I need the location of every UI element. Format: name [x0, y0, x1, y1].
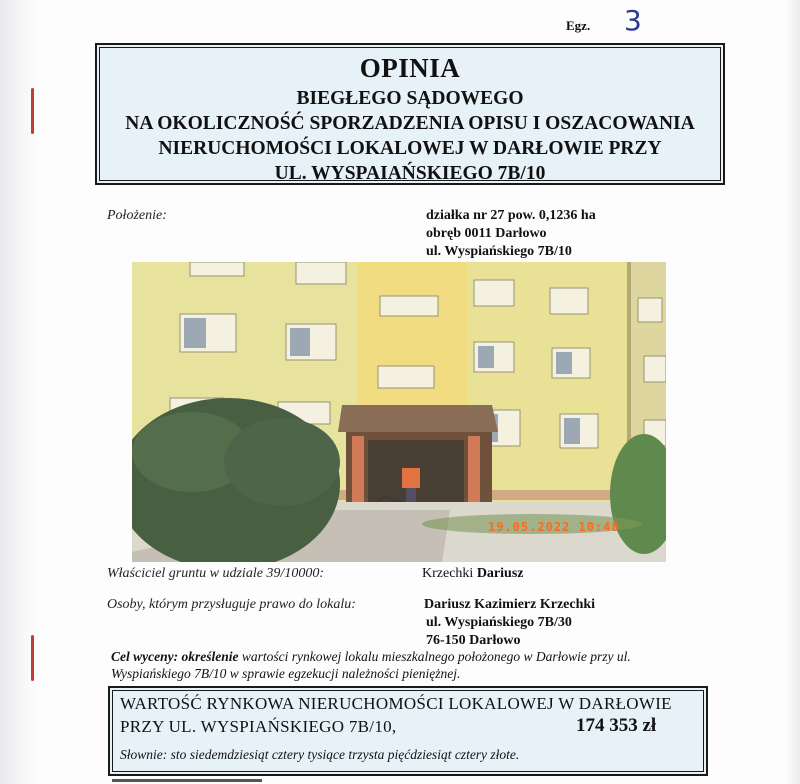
- owner-name: [422, 566, 523, 582]
- title-box: [95, 43, 725, 185]
- building-illustration: [132, 262, 666, 562]
- market-value-box: [108, 686, 708, 776]
- market-value-line-2: PRZY UL. WYSPIAŃSKIEGO 7B/10,: [120, 717, 397, 736]
- market-value-in-words: Słownie: sto siedemdziesiąt cztery tysiące trzysta pięćdziesiąt cztery złote.: [120, 747, 520, 762]
- rights-label: Osoby, którym przysługuje prawo do lokalu:: [107, 597, 356, 612]
- purpose-keyword: określenie: [181, 649, 239, 664]
- owner-label: Właściciel gruntu w udziale 39/10000:: [107, 566, 324, 581]
- owner-first-name: Dariusz: [476, 566, 524, 581]
- rights-street: ul. Wyspiańskiego 7B/30: [426, 615, 572, 630]
- cut-off-footer-text: [112, 776, 632, 784]
- market-value-amount: 174 353 zł: [576, 715, 657, 736]
- binder-mark-bottom: [31, 635, 34, 681]
- location-label: Położenie:: [107, 208, 167, 223]
- owner-surname: Krzechki: [422, 566, 474, 581]
- rights-person: Dariusz Kazimierz Krzechki: [424, 597, 596, 612]
- purpose-text: wartości rynkowej lokalu mieszkalnego położonego w Darłowie przy ul. Wyspiańskiego 7B/10 w sprawie egzekucji należności pieniężnej.: [111, 649, 631, 681]
- title-line-3: NIERUCHOMOŚCI LOKALOWEJ W DARŁOWIE PRZY: [158, 138, 662, 159]
- location-plot: działka nr 27 pow. 0,1236 ha: [426, 208, 596, 223]
- purpose-label: Cel wyceny:: [111, 649, 179, 664]
- rights-city: 76-150 Darłowo: [426, 633, 521, 648]
- title-line-2: NA OKOLICZNOŚĆ SPORZADZENIA OPISU I OSZACOWANIA: [125, 113, 695, 134]
- building-photo: [132, 262, 666, 562]
- title-line-1: BIEGŁEGO SĄDOWEGO: [296, 88, 524, 109]
- location-street: ul. Wyspiańskiego 7B/10: [426, 244, 572, 259]
- copy-number: 3: [624, 4, 642, 37]
- valuation-purpose: [111, 648, 696, 682]
- location-precinct: obręb 0011 Darłowo: [426, 226, 547, 241]
- market-value-line-1: WARTOŚĆ RYNKOWA NIERUCHOMOŚCI LOKALOWEJ W DARŁOWIE: [120, 694, 672, 713]
- binder-mark-top: [31, 88, 34, 134]
- document-title: OPINIA: [359, 53, 461, 83]
- copy-label: Egz.: [566, 18, 591, 33]
- title-line-4: UL. WYSPAIAŃSKIEGO 7B/10: [274, 163, 546, 184]
- page-right-edge: [786, 0, 800, 784]
- photo-date-stamp: 19.05.2022 10:48: [488, 520, 620, 534]
